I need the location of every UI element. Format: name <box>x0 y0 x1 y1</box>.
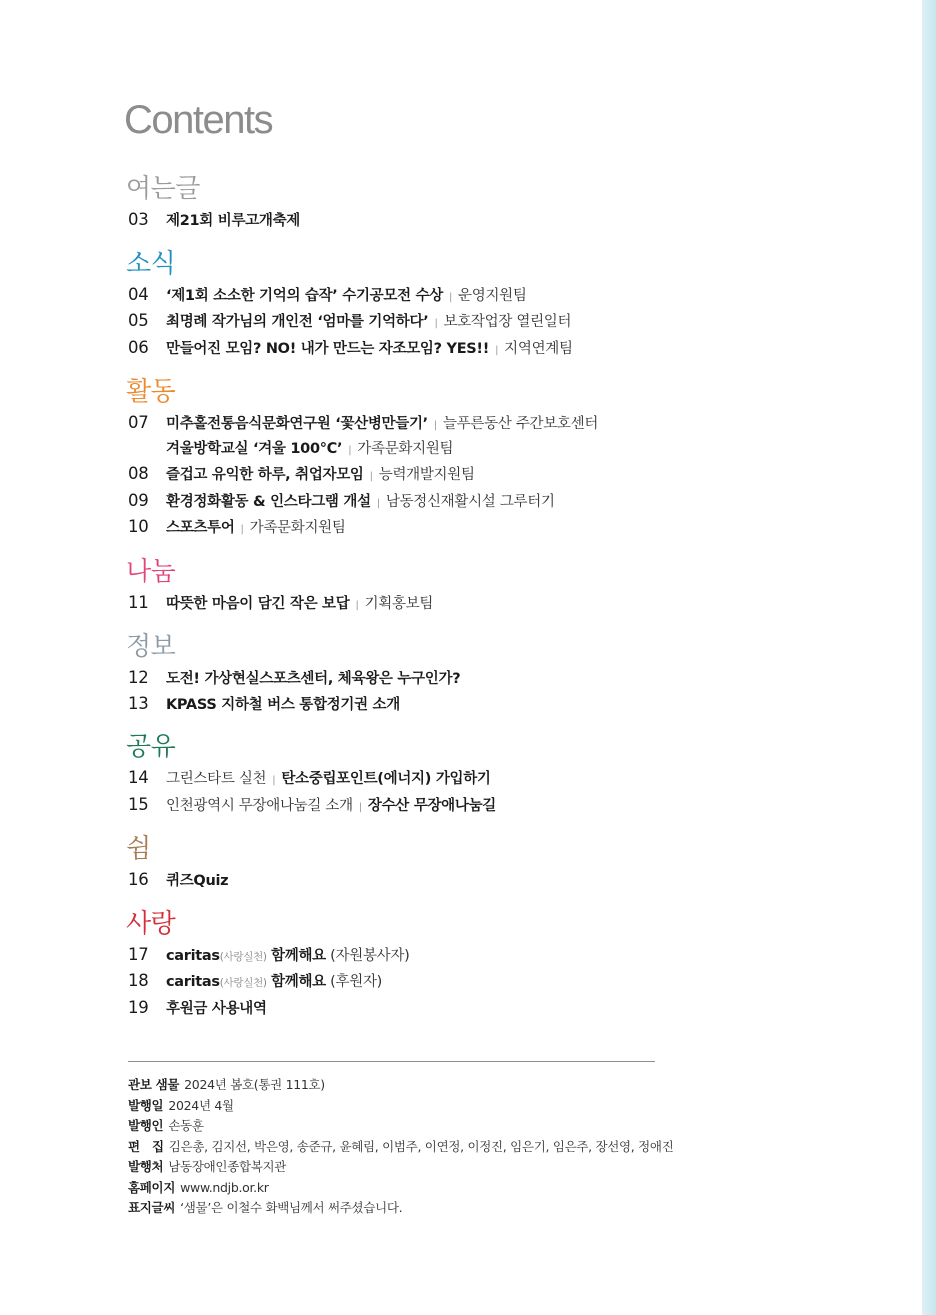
colophon <box>128 1075 673 1219</box>
entry-department: 능력개발지원팀 <box>378 467 475 483</box>
separator-bar: | <box>434 318 438 329</box>
page-title: Contents <box>124 98 273 142</box>
entry-prefix: 인천광역시 무장애나눔길 소개 <box>166 797 353 814</box>
page-number: 14 <box>128 768 149 787</box>
toc-entry[interactable] <box>128 283 688 310</box>
page-edge-strip <box>922 0 936 1315</box>
entry-department: 보호작업장 열린일터 <box>443 314 572 330</box>
entry-title: 환경정화활동 & 인스타그램 개설 <box>166 493 371 510</box>
toc-entry[interactable] <box>128 591 688 618</box>
entry-title: caritas <box>166 974 220 990</box>
colophon-key: 홈페이지 <box>128 1179 176 1195</box>
entry-subtitle: (사랑실천) <box>219 950 267 963</box>
section-heading: 여는글 <box>126 174 200 204</box>
colophon-value[interactable]: www.ndjb.or.kr <box>180 1179 269 1195</box>
page-number: 13 <box>128 693 149 713</box>
toc-entry[interactable] <box>128 309 688 336</box>
toc-entry[interactable] <box>128 462 688 489</box>
entry-title: 퀴즈Quiz <box>166 873 229 889</box>
entry-department: 늘푸른동산 주간보호센터 <box>442 416 599 432</box>
toc-entry[interactable] <box>128 766 688 793</box>
section-heading: 사랑 <box>126 908 176 939</box>
page-number: 11 <box>128 592 149 612</box>
divider <box>128 1061 655 1062</box>
toc-section <box>128 905 688 1022</box>
page-number: 19 <box>128 997 149 1017</box>
toc-entry[interactable] <box>128 515 688 542</box>
toc-entry[interactable] <box>128 208 688 234</box>
separator-bar: | <box>448 291 453 303</box>
separator-bar: | <box>495 344 499 356</box>
toc-section <box>128 728 688 819</box>
entry-title: 미추홀전통음식문화연구원 ‘꽃산병만들기’ <box>166 416 428 432</box>
colophon-value: 2024년 4월 <box>168 1097 234 1113</box>
colophon-key: 발행처 <box>128 1159 164 1174</box>
page-number: 09 <box>128 490 149 510</box>
entry-title-2: 함께해요 <box>271 974 326 990</box>
entry-title: KPASS 지하철 버스 통합정기권 소개 <box>166 696 400 713</box>
toc-entry[interactable] <box>128 411 688 438</box>
colophon-value: ‘샘물’은 이철수 화백님께서 써주셨습니다. <box>180 1200 403 1215</box>
section-heading: 쉼 <box>126 834 151 864</box>
entry-title: 후원금 사용내역 <box>166 1000 267 1017</box>
colophon-row <box>128 1157 673 1178</box>
toc-section <box>128 170 688 234</box>
entry-subtitle: (사랑실천) <box>219 977 267 989</box>
entry-title: 즐겁고 유익한 하루, 취업자모임 <box>166 467 364 483</box>
toc-section <box>128 373 688 542</box>
separator-bar: | <box>376 497 380 509</box>
entry-department: 지역연계팀 <box>504 340 573 357</box>
section-heading: 공유 <box>126 732 176 762</box>
toc-entry[interactable] <box>128 793 688 820</box>
toc-section <box>128 245 688 363</box>
colophon-row <box>128 1116 673 1137</box>
colophon-row <box>128 1075 673 1096</box>
section-heading: 소식 <box>126 248 176 279</box>
entry-title: 탄소중립포인트(에너지) 가입하기 <box>281 771 491 787</box>
page-number: 12 <box>128 668 149 687</box>
page-number: 18 <box>128 971 149 990</box>
entry-tail: (후원자) <box>330 974 383 990</box>
page-number: 07 <box>128 413 149 432</box>
toc-entry[interactable] <box>128 692 688 718</box>
colophon-key: 발행일 <box>128 1097 164 1113</box>
separator-bar: | <box>433 420 437 431</box>
entry-department: 운영지원팀 <box>458 287 527 304</box>
toc-entry[interactable] <box>128 868 688 894</box>
entry-department: 가족문화지원팀 <box>249 520 346 536</box>
table-of-contents <box>128 170 688 1032</box>
separator-bar: | <box>355 599 359 611</box>
separator-bar: | <box>348 444 352 456</box>
separator-bar: | <box>358 801 362 813</box>
entry-title: 제21회 비루고개축제 <box>166 213 300 229</box>
colophon-key: 편 집 <box>128 1138 164 1154</box>
page-number: 05 <box>128 311 149 330</box>
page-number: 15 <box>128 794 149 814</box>
colophon-key: 표지글씨 <box>128 1200 176 1215</box>
entry-title-2: 함께해요 <box>271 947 326 964</box>
toc-entry[interactable] <box>128 666 688 692</box>
page-number: 10 <box>128 517 149 536</box>
colophon-row <box>128 1096 673 1117</box>
toc-entry[interactable] <box>128 943 688 970</box>
toc-entry[interactable] <box>128 336 688 363</box>
entry-title: 도전! 가상현실스포츠센터, 체육왕은 누구인가? <box>166 671 461 687</box>
colophon-key: 발행인 <box>128 1118 164 1133</box>
entry-title: 최명례 작가님의 개인전 ‘엄마를 기억하다’ <box>166 314 429 330</box>
entry-tail: (자원봉사자) <box>330 947 410 964</box>
entry-title: caritas <box>166 947 220 964</box>
page-number: 03 <box>128 210 149 229</box>
page-number: 04 <box>128 284 149 304</box>
entry-title: ‘제1회 소소한 기억의 습작’ 수기공모전 수상 <box>166 287 443 304</box>
section-heading: 정보 <box>126 632 176 662</box>
entry-department: 기획홍보팀 <box>364 595 434 612</box>
toc-section <box>128 553 688 618</box>
page-number: 06 <box>128 337 149 357</box>
entry-department: 남동정신재활시설 그루터기 <box>385 493 555 510</box>
colophon-row <box>128 1198 673 1219</box>
toc-section <box>128 830 688 894</box>
entry-department: 가족문화지원팀 <box>357 440 454 457</box>
page-number: 16 <box>128 870 149 889</box>
separator-bar: | <box>369 471 373 482</box>
page-number: 08 <box>128 464 149 483</box>
toc-entry[interactable] <box>128 489 688 516</box>
colophon-value: 김은총, 김지선, 박은영, 송준규, 윤혜림, 이범주, 이연정, 이정진, 임은기, 임은주, 장선영, 정애진 <box>168 1138 674 1154</box>
entry-title: 만들어진 모임? NO! 내가 만드는 자조모임? YES!! <box>166 340 490 357</box>
colophon-row <box>128 1178 673 1199</box>
entry-prefix: 그린스타트 실천 <box>166 771 267 787</box>
entry-title: 스포츠투어 <box>166 520 235 536</box>
colophon-key: 관보 샘물 <box>128 1077 180 1092</box>
toc-entry[interactable] <box>128 438 688 463</box>
toc-entry[interactable] <box>128 996 688 1022</box>
toc-section <box>128 628 688 717</box>
separator-bar: | <box>240 524 244 535</box>
entry-title: 장수산 무장애나눔길 <box>367 797 497 814</box>
section-heading: 활동 <box>126 377 176 407</box>
entry-title: 따뜻한 마음이 담긴 작은 보답 <box>166 595 350 612</box>
separator-bar: | <box>272 775 276 786</box>
colophon-value: 손동훈 <box>168 1118 204 1133</box>
page-number: 17 <box>128 944 149 964</box>
colophon-row <box>128 1137 673 1158</box>
section-heading: 나눔 <box>126 556 176 587</box>
colophon-value: 2024년 봄호(통권 111호) <box>184 1077 325 1092</box>
toc-entry[interactable] <box>128 969 688 996</box>
colophon-value: 남동장애인종합복지관 <box>168 1159 287 1174</box>
entry-title: 겨울방학교실 ‘겨울 100℃’ <box>166 440 343 457</box>
